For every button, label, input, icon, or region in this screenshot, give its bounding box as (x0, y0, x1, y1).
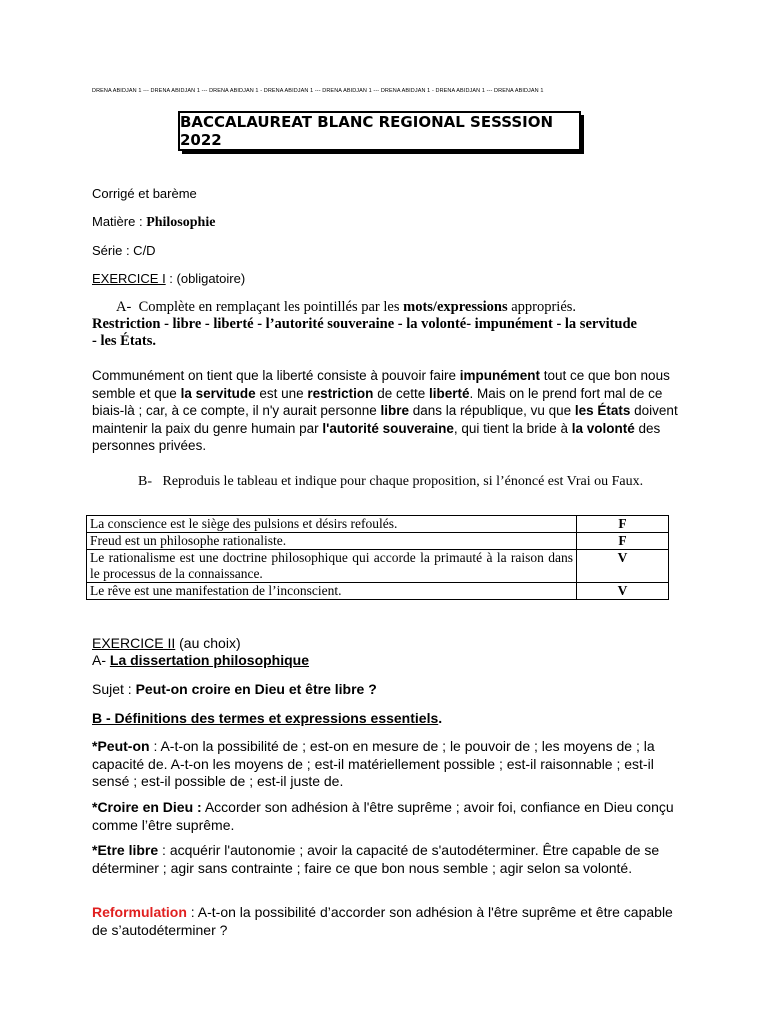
true-false-table (86, 515, 669, 600)
exercice2-heading: EXERCICE II (92, 635, 176, 651)
partB-title-line (92, 710, 442, 726)
table-row (87, 516, 669, 533)
filled-word: la servitude (180, 385, 256, 401)
exercice2-heading-line (92, 635, 241, 651)
partA-prefix: A- (92, 652, 110, 668)
reformulation (92, 904, 682, 939)
reformulation-label: Reformulation (92, 904, 187, 920)
partA-instruction-end: appropriés. (507, 299, 577, 315)
definition-text: acquérir l'autonomie ; avoir la capacité de s'autodéterminer. Être capable de se déterminer ; agir sans contrainte ; faire ce que bon nous semble ; agir selon sa volonté. (92, 842, 660, 876)
table-row (87, 533, 669, 550)
partB-instruction (92, 473, 676, 490)
serie-line: Série : C/D (92, 243, 156, 258)
definition-text: Accorder son adhésion à l'être suprême ; avoir foi, confiance en Dieu conçu comme l’être suprême. (92, 799, 674, 833)
answer-cell: V (577, 550, 669, 583)
definition-term: *Croire en Dieu : (92, 799, 202, 815)
header-repeated-line: DRENA ABIDJAN 1 --- DRENA ABIDJAN 1 --- DRENA ABIDJAN 1 - DRENA ABIDJAN 1 --- DRENA ABIDJAN 1 --- DRENA ABIDJAN 1 - DRENA ABIDJAN 1 --- DRENA ABIDJAN 1 (92, 88, 544, 94)
exercice2-heading-suffix: (au choix) (175, 635, 241, 651)
matiere-label: Matière : (92, 214, 147, 229)
corrige-label: Corrigé et barème (92, 186, 197, 201)
table-row (87, 583, 669, 600)
statement-cell: Le rationalisme est une doctrine philosophique qui accorde la primauté à la raison dans le processus de la connaissance. (87, 550, 577, 583)
statement-cell: Le rêve est une manifestation de l’inconscient. (87, 583, 577, 600)
definition-etre-libre (92, 842, 682, 877)
definition-sep: : (158, 842, 170, 858)
partA-instruction (116, 299, 576, 316)
table-row (87, 550, 669, 583)
filled-word: libre (380, 403, 409, 418)
text-segment: de cette (373, 385, 429, 401)
answer-cell: F (577, 516, 669, 533)
partB-instruction-text: Reproduis le tableau et indique pour chaque proposition, si l’énoncé est Vrai ou Faux. (162, 474, 644, 489)
definition-term: *Peut-on (92, 738, 150, 754)
page-title: BACCALAUREAT BLANC REGIONAL SESSSION 2022 (180, 113, 554, 149)
exercice1-heading: EXERCICE I (92, 271, 166, 286)
cloze-paragraph (92, 367, 682, 455)
title-box (178, 111, 581, 151)
exercice1-heading-line (92, 271, 245, 286)
word-list-line1: Restriction - libre - liberté - l’autorité souveraine - la volonté- impunément - la servitude (92, 316, 637, 332)
filled-word: les États (574, 403, 631, 418)
filled-word: restriction (307, 385, 374, 401)
exercice2-partA-line (92, 652, 309, 668)
text-segment: des personnes privées. (92, 420, 661, 453)
matiere-line (92, 214, 215, 231)
definition-text: A-t-on la possibilité de ; est-on en mesure de ; le pouvoir de ; les moyens de ; la capacité de. A-t-on les moyens de ; est-il matériellement possible ; est-il raisonnable ; est-il sensé ; est-il possible de ; est-il juste de. (92, 738, 655, 789)
partA-instruction-start: Complète en remplaçant les pointillés par les (138, 299, 404, 315)
partB-letter: B- (138, 474, 152, 489)
text-segment: doivent maintenir la paix du genre humain par (92, 403, 678, 436)
text-segment: . Mais on le prend fort mal de ce biais-là ; car, à ce compte, il n'y aurait personne (92, 385, 663, 418)
filled-word: la volonté (571, 420, 635, 436)
partA-title: La dissertation philosophique (109, 652, 310, 668)
definition-term: *Etre libre (92, 842, 159, 858)
statement-cell: Freud est un philosophe rationaliste. (87, 533, 577, 550)
partA-instruction-bold: mots/expressions (403, 299, 508, 315)
sujet-label: Sujet : (92, 681, 136, 697)
partA-letter: A- (116, 299, 132, 315)
text-segment: tout ce que bon nous semble et que (92, 368, 670, 401)
text-segment: est une (255, 385, 308, 401)
sujet-line (92, 681, 377, 697)
text-segment: dans la république, vu que (409, 403, 575, 418)
text-segment: , qui tient la bride à (453, 420, 572, 436)
answer-cell: F (577, 533, 669, 550)
definition-sep: : (149, 738, 161, 754)
statement-cell: La conscience est le siège des pulsions et désirs refoulés. (87, 516, 577, 533)
exercice1-heading-suffix: : (obligatoire) (165, 271, 246, 286)
matiere-value: Philosophie (146, 215, 216, 230)
reformulation-text: : A-t-on la possibilité d’accorder son adhésion à l'être suprême et être capable de s’autodéterminer ? (92, 904, 673, 938)
sujet-text: Peut-on croire en Dieu et être libre ? (135, 681, 377, 697)
definition-croire (92, 799, 682, 834)
partB-title: B - Définitions des termes et expressions essentiels (92, 710, 439, 726)
answer-cell: V (577, 583, 669, 600)
filled-word: liberté (428, 385, 470, 401)
filled-word: impunément (459, 368, 540, 383)
partB-dot: . (438, 710, 443, 726)
word-list-line2: - les États. (92, 333, 157, 349)
text-segment: Communément on tient que la liberté consiste à pouvoir faire (92, 368, 460, 383)
filled-word: l'autorité souveraine (322, 420, 454, 436)
definition-peut-on (92, 738, 682, 791)
